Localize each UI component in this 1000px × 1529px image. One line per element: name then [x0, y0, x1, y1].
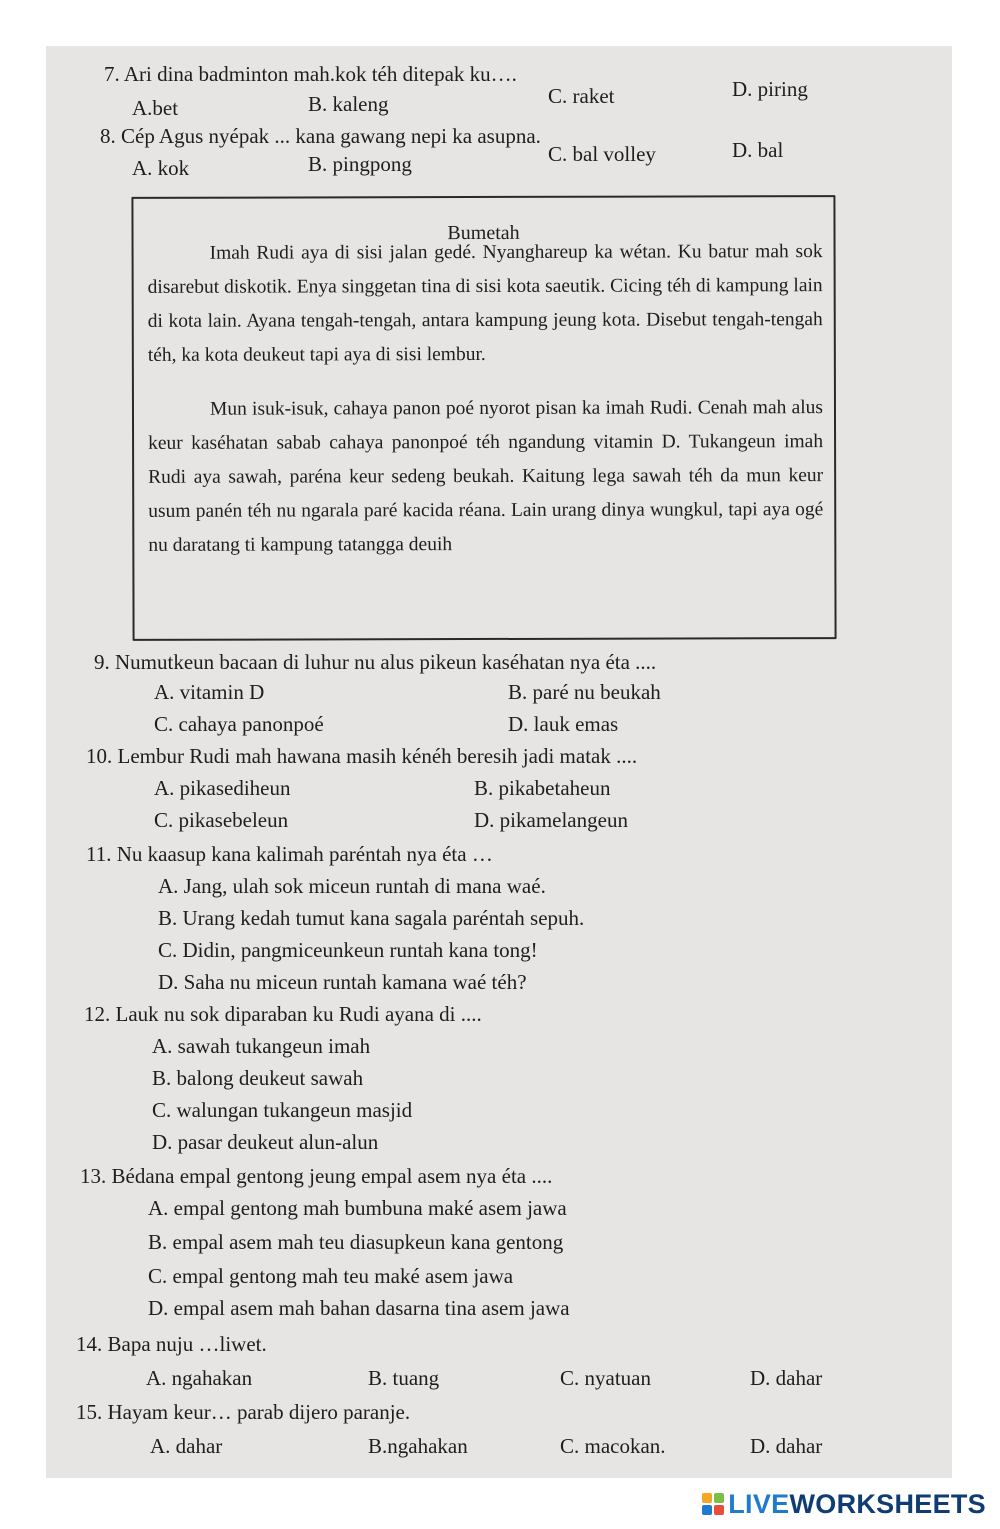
q14-option-d: D. dahar [750, 1366, 823, 1390]
logo-wordmark [728, 1489, 986, 1520]
q13-option-b: B. empal asem mah teu diasupkeun kana gentong [148, 1230, 564, 1254]
q8-option-d: D. bal [732, 138, 784, 162]
q11-option-a: A. Jang, ulah sok miceun runtah di mana waé. [158, 874, 546, 898]
q9-option-b: B. paré nu beukah [508, 680, 661, 704]
logo-text-live: LIVE [728, 1488, 790, 1519]
q8-option-a: A. kok [132, 156, 190, 180]
q7-option-c: C. raket [548, 84, 615, 108]
q13-option-a: A. empal gentong mah bumbuna maké asem jawa [148, 1196, 567, 1220]
liveworksheets-logo-icon [702, 1493, 724, 1515]
logo-text-worksheets: WORKSHEETS [789, 1488, 986, 1519]
q9-option-d: D. lauk emas [508, 712, 619, 736]
q10-option-a: A. pikasedihеun [154, 776, 291, 800]
q11-option-c: C. Didin, pangmiceunkeun runtah kana tong! [158, 938, 538, 962]
logo-square-1 [702, 1493, 712, 1503]
q7-option-b: B. kaleng [308, 92, 389, 116]
q7-option-a: A.bet [132, 96, 179, 120]
question-10: 10. Lembur Rudi mah hawana masih kénéh beresih jadi matak .... [86, 744, 638, 768]
q12-option-b: B. balong deukeut sawah [152, 1066, 364, 1090]
q15-option-b: B.ngahakan [368, 1434, 468, 1458]
question-13: 13. Bédana empal gentong jeung empal asem nya éta .... [80, 1164, 553, 1188]
q12-option-a: A. sawah tukangeun imah [152, 1034, 371, 1058]
q13-option-c: C. empal gentong mah teu maké asem jawa [148, 1264, 514, 1288]
logo-square-2 [714, 1493, 724, 1503]
passage-paragraph-2: Mun isuk-isuk, cahaya panon poé nyorot pisan ka imah Rudi. Cenah mah alus keur kaséhatan sabab cahaya panonpoé téh ngandung vitamin D. Tukangeun imah Rudi aya sawah, paréna keur sedeng beukah. Kaitung lega sawah téh da mun keur usum panén téh nu ngarala paré kacida réana. Lain urang dinya wungkul, tapi aya ogé nu daratang ti kampung tatangga deuih [148, 397, 824, 556]
q11-option-d: D. Saha nu miceun runtah kamana waé téh? [158, 970, 527, 994]
question-8: 8. Cép Agus nyépak ... kana gawang nepi ka asupna. [100, 124, 541, 148]
q14-option-c: C. nyatuan [560, 1366, 651, 1390]
q10-option-b: B. pikabetaheun [474, 776, 611, 800]
q12-option-c: C. walungan tukangeun masjid [152, 1098, 413, 1122]
liveworksheets-logo [702, 1489, 986, 1519]
q15-option-a: A. dahar [150, 1434, 223, 1458]
q8-option-b: B. pingpong [308, 152, 412, 176]
q14-option-b: B. tuang [368, 1366, 440, 1390]
q7-option-d: D. piring [732, 77, 808, 101]
question-7: 7. Ari dina badminton mah.kok téh ditepak ku…. [104, 62, 517, 86]
q15-option-c: C. macokan. [560, 1434, 666, 1458]
q9-option-a: A. vitamin D [154, 680, 265, 704]
q9-option-c: C. cahaya panonpoé [154, 712, 324, 736]
passage-paragraph-1: Imah Rudi aya di sisi jalan gedé. Nyanghareup ka wétan. Ku batur mah sok disarebut diskotik. Enya singgetan tina di sisi kota saeutik. Cicing téh di kampung lain di kota lain. Ayana tengah-tengah, antara kampung jeung kota. Disebut tengah-tengah téh, ka kota deukeut tapi aya di sisi lembur. [147, 241, 823, 366]
q13-option-d: D. empal asem mah bahan dasarna tina asem jawa [148, 1296, 570, 1320]
q8-option-c: C. bal volley [548, 142, 656, 166]
q12-option-d: D. pasar deukeut alun-alun [152, 1130, 379, 1154]
q10-option-d: D. pikamelangeun [474, 808, 628, 832]
logo-square-3 [702, 1505, 712, 1515]
passage-title: Bumetah [447, 221, 520, 245]
question-12: 12. Lauk nu sok diparaban ku Rudi ayana di .... [84, 1002, 482, 1026]
question-14: 14. Bapa nuju …liwet. [76, 1332, 267, 1356]
question-15: 15. Hayam keur… parab dijero paranje. [76, 1400, 411, 1424]
q15-option-d: D. dahar [750, 1434, 823, 1458]
q10-option-c: C. pikasebeleun [154, 808, 289, 832]
q14-option-a: A. ngahakan [146, 1366, 253, 1390]
q11-option-b: B. Urang kedah tumut kana sagala paréntah sepuh. [158, 906, 585, 930]
reading-passage-box [131, 195, 836, 641]
logo-square-4 [714, 1505, 724, 1515]
question-9: 9. Numutkeun bacaan di luhur nu alus pikeun kaséhatan nya éta .... [94, 650, 657, 674]
question-11: 11. Nu kaasup kana kalimah paréntah nya éta … [86, 842, 493, 866]
